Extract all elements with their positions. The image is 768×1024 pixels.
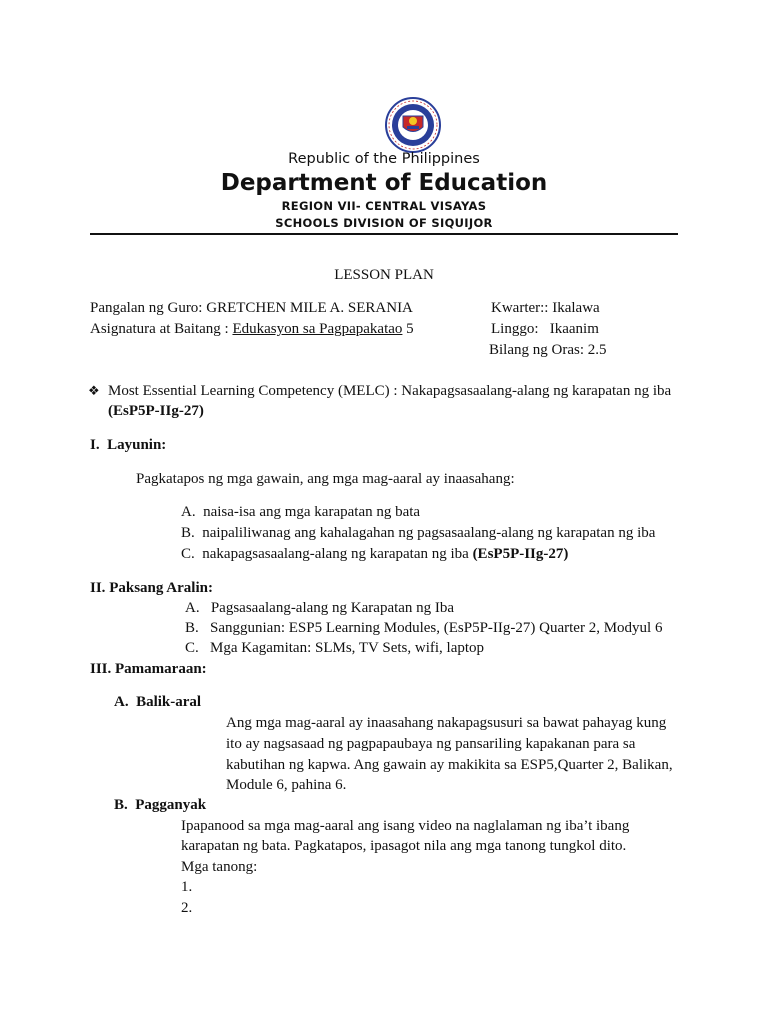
motivation-line: karapatan ng bata. Pagkatapos, ipasagot nila ang mga tanong tungkol dito. [181,838,627,854]
subject-matter-text: Sanggunian: ESP5 Learning Modules, (EsP5P-IIg-27) Quarter 2, Modyul 6 [210,620,663,636]
week-line [491,321,599,338]
melc-text: Most Essential Learning Competency (MELC) : Nakapagsasaalang-alang ng karapatan ng iba [108,383,672,399]
motivation-title: Pagganyak [135,797,207,813]
objectives-number: I. [90,437,100,453]
objective-item-c [181,546,568,563]
procedure-heading [90,661,207,678]
motivation-line: Ipapanood sa mga mag-aaral ang isang video na naglalaman ng iba’t ibang [181,818,630,834]
objective-item-a [181,504,420,521]
subject-matter-letter: B. [185,620,199,636]
hours-value: 2.5 [587,342,607,358]
subject-label: Asignatura at Baitang : [90,321,229,337]
question-number: 2. [181,900,193,916]
header-divider [90,233,678,235]
procedure-title: Pamamaraan: [115,661,207,677]
melc-code: (EsP5P-IIg-27) [108,403,204,419]
objectives-intro: Pagkatapos ng mga gawain, ang mga mag-aaral ay inaasahang: [136,471,515,487]
objective-code: (EsP5P-IIg-27) [472,546,569,562]
objective-text: naipaliliwanag ang kahalagahan ng pagsasaalang-alang ng karapatan ng iba [202,525,656,541]
objective-letter: C. [181,546,195,562]
objective-letter: B. [181,525,195,541]
hours-label: Bilang ng Oras: [489,342,584,358]
department-heading: Department of Education [220,170,548,196]
hours-line [489,342,607,359]
subject-matter-title: Paksang Aralin: [109,580,213,596]
review-title: Balik-aral [136,694,202,710]
review-line: Ang mga mag-aaral ay inaasahang nakapagsusuri sa bawat pahayag kung [226,715,667,731]
quarter-label: Kwarter:: [491,300,549,316]
quarter-value: Ikalawa [552,300,600,316]
objective-letter: A. [181,504,196,520]
objective-item-b [181,525,655,542]
deped-seal-logo [378,96,448,154]
subject-value: Edukasyon sa Pagpapakatao [232,321,403,337]
teacher-line [90,300,413,317]
procedure-number: III. [90,661,112,677]
subject-line [90,321,414,338]
subject-matter-letter: A. [185,600,200,616]
teacher-value: GRETCHEN MILE A. SERANIA [206,300,413,316]
subject-matter-letter: C. [185,640,199,656]
subject-matter-number: II. [90,580,106,596]
subject-matter-heading [90,580,213,597]
subject-matter-item-b [185,620,662,637]
objective-text: nakapagsasaalang-alang ng karapatan ng iba [202,546,469,562]
region-heading: REGION VII- CENTRAL VISAYAS [281,199,487,213]
questions-label: Mga tanong: [181,859,258,875]
objectives-heading [90,437,166,454]
subject-matter-text: Pagsasaalang-alang ng Karapatan ng Iba [210,600,455,616]
subject-matter-text: Mga Kagamitan: SLMs, TV Sets, wifi, laptop [210,640,485,656]
objectives-title: Layunin: [107,437,167,453]
teacher-label: Pangalan ng Guro: [90,300,203,316]
grade-value: 5 [406,321,414,337]
review-line: ito ay nagsasaad ng pagpapaubaya ng pansariling kapakanan para sa [226,736,636,752]
week-label: Linggo: [491,321,539,337]
week-value: Ikaanim [549,321,599,337]
question-number: 1. [181,879,193,895]
review-letter: A. [114,694,129,710]
subject-matter-item-c [185,640,484,657]
division-heading: SCHOOLS DIVISION OF SIQUIJOR [275,216,493,230]
motivation-heading [114,797,206,814]
objective-text: naisa-isa ang mga karapatan ng bata [203,504,421,520]
review-line: Module 6, pahina 6. [226,777,347,793]
motivation-letter: B. [114,797,128,813]
review-line: kabutihan ng kapwa. Ang gawain ay makikita sa ESP5,Quarter 2, Balikan, [226,757,673,773]
melc-bullet-icon: ❖ [88,383,100,398]
lesson-plan-title: LESSON PLAN [334,267,434,283]
quarter-line [491,300,600,317]
republic-heading: Republic of the Philippines [288,151,480,167]
subject-matter-item-a [185,600,454,617]
review-heading [114,694,201,711]
